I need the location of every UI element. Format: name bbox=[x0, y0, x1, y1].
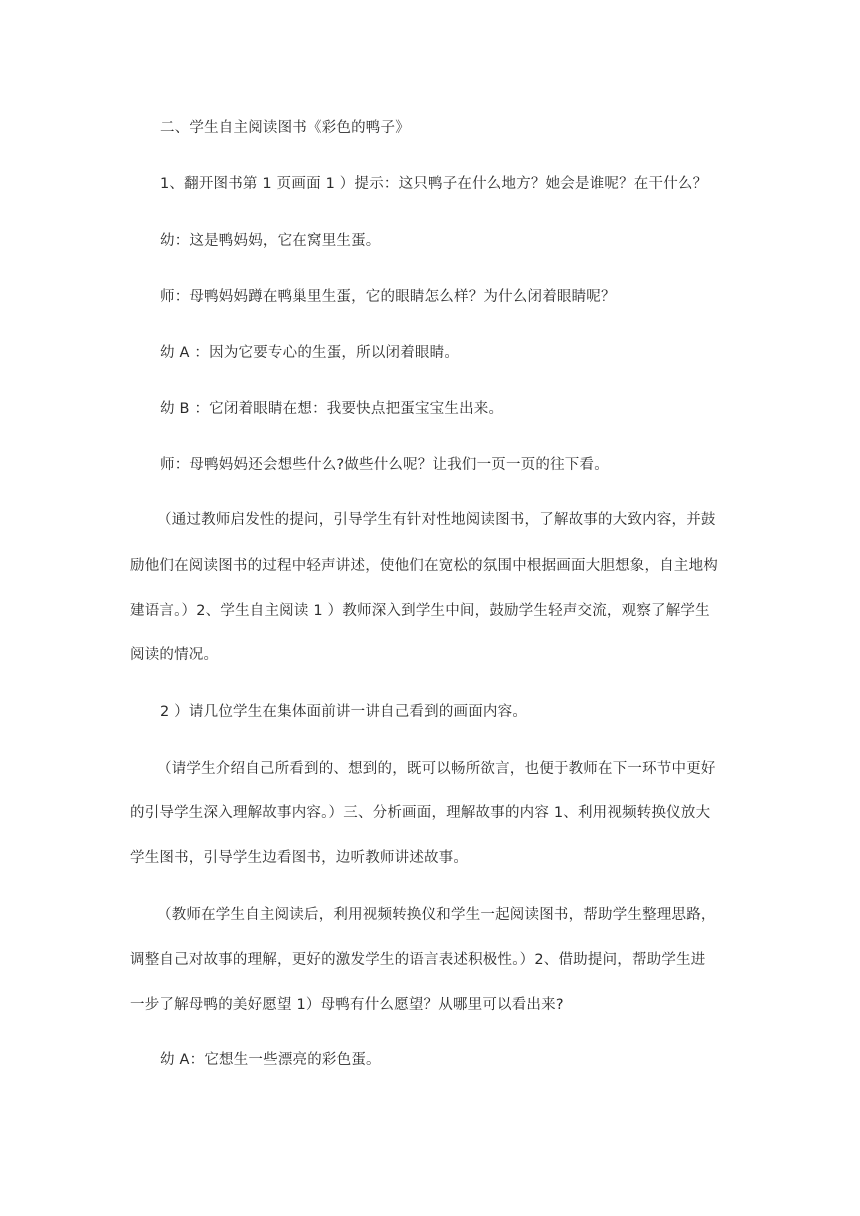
paragraph-line: 师：母鸭妈妈还会想些什么?做些什么呢？让我们一页一页的往下看。 bbox=[160, 457, 609, 473]
paragraph-line: 的引导学生深入理解故事内容。）三、分析画面，理解故事的内容 1、利用视频转换仪放大 bbox=[130, 805, 711, 821]
paragraph-line: 建语言。）2、学生自主阅读 1 ）教师深入到学生中间，鼓励学生轻声交流，观察了解学生 bbox=[130, 603, 710, 619]
paragraph-line: 师：母鸭妈妈蹲在鸭巢里生蛋，它的眼睛怎么样？为什么闭着眼睛呢？ bbox=[160, 289, 616, 305]
paragraph-line: 幼 B ：它闭着眼睛在想：我要快点把蛋宝宝生出来。 bbox=[160, 401, 504, 417]
paragraph-line: 幼 A：它想生一些漂亮的彩色蛋。 bbox=[160, 1052, 381, 1068]
paragraph-line: 学生图书，引导学生边看图书，边听教师讲述故事。 bbox=[130, 850, 469, 866]
paragraph-line: 一步了解母鸭的美好愿望 1）母鸭有什么愿望？从哪里可以看出来? bbox=[130, 997, 564, 1013]
paragraph-line: 2 ）请几位学生在集体面前讲一讲自己看到的画面内容。 bbox=[160, 704, 528, 720]
paragraph-line: （请学生介绍自己所看到的、想到的，既可以畅所欲言，也便于教师在下一环节中更好 bbox=[157, 761, 716, 777]
section-heading: 二、学生自主阅读图书《彩色的鸭子》 bbox=[160, 120, 410, 136]
paragraph-line: 阅读的情况。 bbox=[130, 647, 219, 663]
paragraph-line: 调整自己对故事的理解，更好的激发学生的语言表述积极性。）2、借助提问，帮助学生进 bbox=[130, 952, 706, 968]
paragraph-line: （教师在学生自主阅读后，利用视频转换仪和学生一起阅读图书，帮助学生整理思路， bbox=[157, 907, 716, 923]
paragraph-line: （通过教师启发性的提问，引导学生有针对性地阅读图书，了解故事的大致内容，并鼓 bbox=[157, 512, 716, 528]
paragraph-line: 幼：这是鸭妈妈，它在窝里生蛋。 bbox=[160, 233, 381, 249]
paragraph-line: 1、翻开图书第 1 页画面 1 ）提示：这只鸭子在什么地方？她会是谁呢？在干什么？ bbox=[160, 176, 708, 192]
paragraph-line: 幼 A ：因为它要专心的生蛋，所以闭着眼睛。 bbox=[160, 345, 460, 361]
paragraph-line: 励他们在阅读图书的过程中轻声讲述，使他们在宽松的氛围中根据画面大胆想象，自主地构 bbox=[130, 558, 718, 574]
